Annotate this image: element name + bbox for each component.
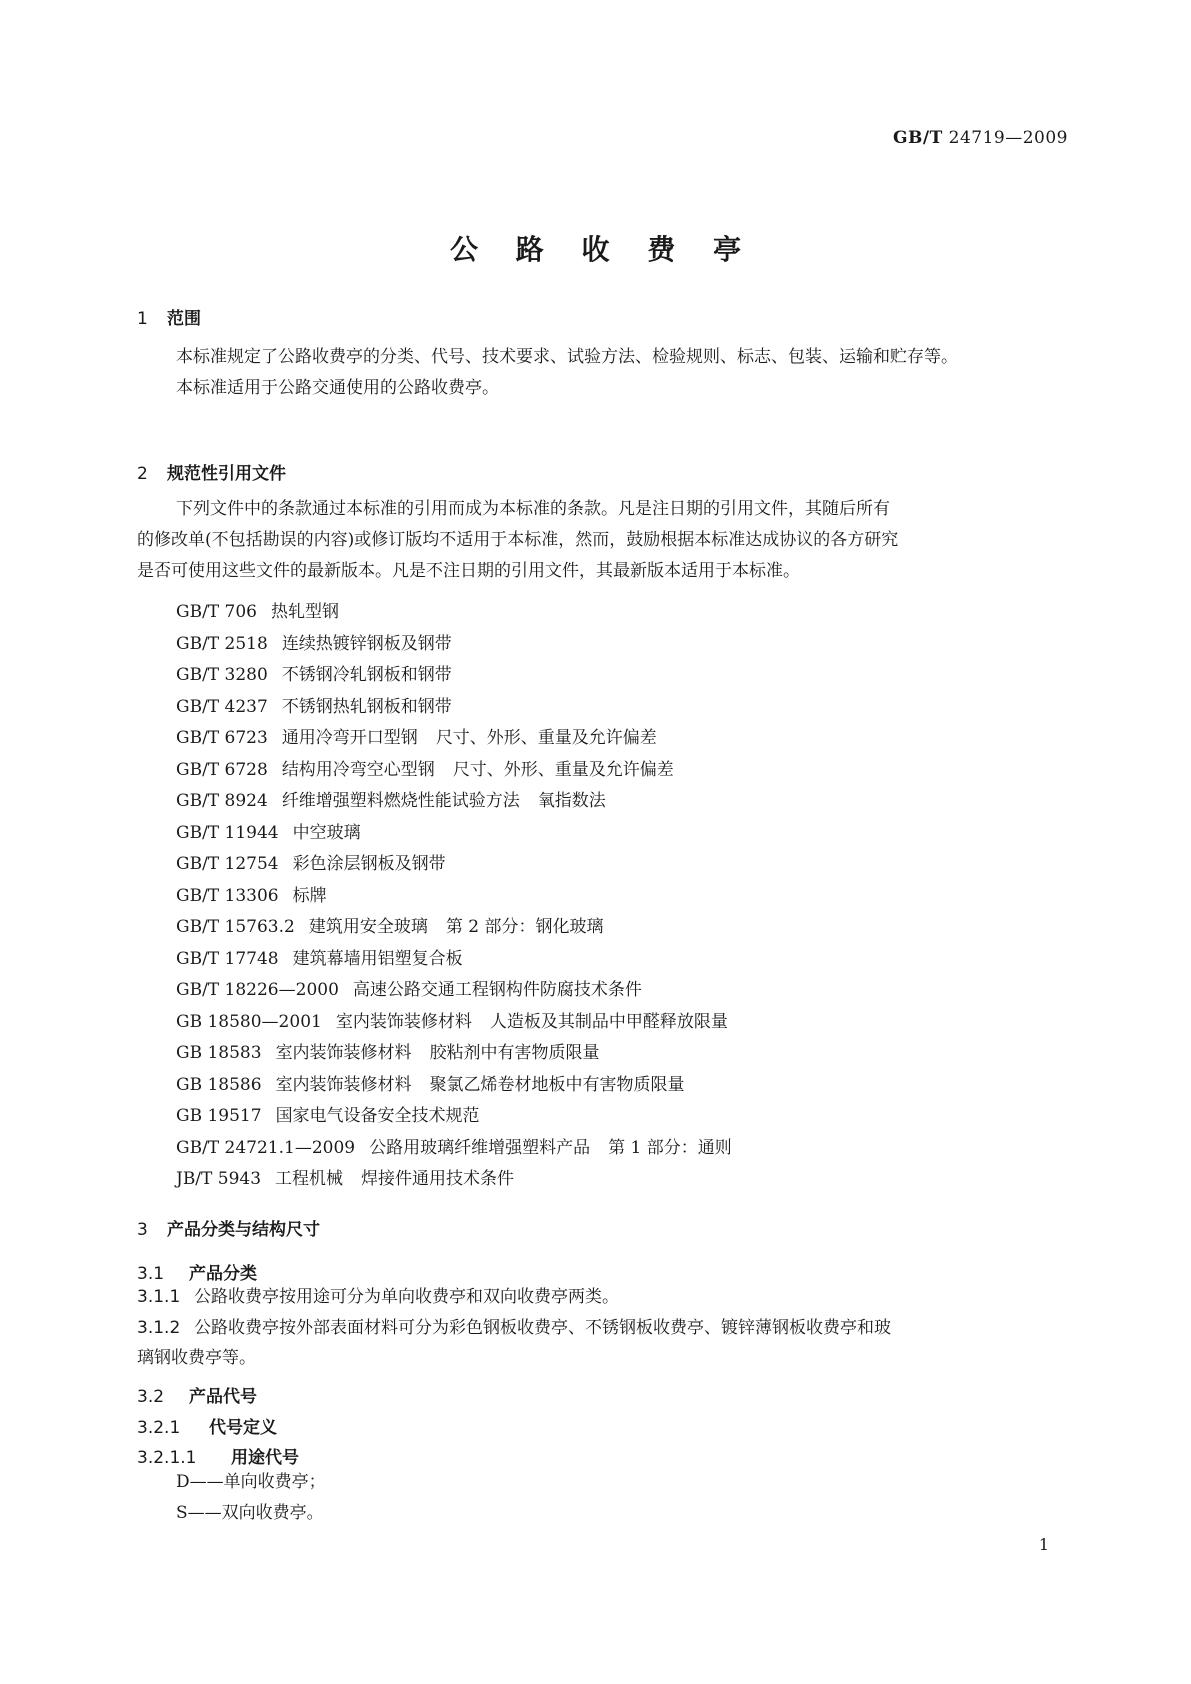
reference-title: 氧指数法 [537, 791, 606, 811]
section-1-paragraph-1: 本标准规定了公路收费亭的分类、代号、技术要求、试验方法、检验规则、标志、包装、运输和贮存等。 [176, 347, 958, 367]
clause-number: 3.1.2 [137, 1318, 181, 1338]
reference-item [176, 692, 732, 724]
reference-title: 公路用玻璃纤维增强塑料产品 [369, 1137, 591, 1158]
reference-code: GB/T 17748 [176, 948, 279, 969]
section-number: 3 [137, 1220, 148, 1240]
reference-code: GB/T 8924 [176, 791, 268, 811]
clause-3-1-1 [137, 1282, 619, 1313]
reference-title: 人造板及其制品中甲醛释放限量 [489, 1011, 728, 1032]
section-2-intro-line-3: 是否可使用这些文件的最新版本。凡是不注日期的引用文件，其最新版本适用于本标准。 [137, 561, 800, 581]
reference-title: 结构用冷弯空心型钢 [281, 759, 435, 780]
reference-title: 通用冷弯开口型钢 [281, 728, 418, 748]
reference-item [176, 723, 732, 755]
reference-title: 标牌 [292, 885, 327, 906]
reference-code: GB/T 13306 [176, 885, 279, 906]
section-number: 1 [137, 309, 148, 329]
section-3-2-1-heading [137, 1413, 277, 1438]
reference-title: 尺寸、外形、重量及允许偏差 [452, 759, 674, 780]
reference-code: GB 18583 [176, 1043, 262, 1063]
section-title: 产品分类 [189, 1264, 257, 1284]
section-title: 产品分类与结构尺寸 [167, 1220, 320, 1240]
reference-item [176, 912, 732, 944]
reference-code: GB/T 15763.2 [176, 917, 295, 937]
standard-code-number: 24719—2009 [942, 128, 1068, 148]
reference-title: 高速公路交通工程钢构件防腐技术条件 [352, 980, 642, 1000]
reference-item [176, 1164, 732, 1196]
section-title: 代号定义 [209, 1418, 277, 1438]
standard-code [893, 128, 1068, 148]
reference-code: GB/T 12754 [176, 854, 279, 874]
section-3-heading [137, 1215, 320, 1240]
reference-item [176, 881, 732, 913]
section-2-intro-line-1: 下列文件中的条款通过本标准的引用而成为本标准的条款。凡是注日期的引用文件，其随后所有 [176, 499, 890, 519]
code-item-s: S——双向收费亭。 [176, 1503, 324, 1523]
reference-item [176, 660, 732, 692]
reference-item [176, 786, 732, 818]
reference-code: GB/T 3280 [176, 665, 268, 685]
reference-code: JB/T 5943 [176, 1169, 262, 1189]
section-2-intro-line-2: 的修改单(不包括勘误的内容)或修订版均不适用于本标准，然而，鼓励根据本标准达成协议的各方研究 [137, 530, 899, 550]
reference-item [176, 1133, 732, 1165]
clause-3-1-2-line-2: 璃钢收费亭等。 [137, 1348, 256, 1368]
section-1-paragraph-2: 本标准适用于公路交通使用的公路收费亭。 [176, 378, 499, 398]
reference-title: 尺寸、外形、重量及允许偏差 [435, 728, 657, 748]
reference-title: 胶粘剂中有害物质限量 [429, 1043, 600, 1063]
reference-title: 工程机械 [275, 1169, 344, 1189]
reference-item [176, 849, 732, 881]
reference-item [176, 1038, 732, 1070]
section-3-1-heading [137, 1259, 257, 1284]
reference-title: 室内装饰装修材料 [335, 1011, 472, 1032]
section-number: 3.2 [137, 1387, 165, 1407]
standard-code-prefix: GB/T [893, 128, 943, 148]
reference-code: GB 19517 [176, 1106, 262, 1126]
reference-item [176, 944, 732, 976]
clause-number: 3.1.1 [137, 1287, 181, 1307]
reference-code: GB/T 6723 [176, 728, 268, 748]
normative-references-list [176, 597, 732, 1196]
reference-item [176, 975, 732, 1007]
section-title: 用途代号 [231, 1448, 299, 1468]
document-title: 公 路 收 费 亭 [450, 233, 755, 266]
section-title: 规范性引用文件 [167, 464, 286, 484]
reference-item [176, 818, 732, 850]
reference-code: GB/T 6728 [176, 759, 268, 780]
reference-title: 焊接件通用技术条件 [361, 1169, 515, 1189]
reference-title: 纤维增强塑料燃烧性能试验方法 [281, 791, 520, 811]
reference-title: 中空玻璃 [292, 822, 361, 843]
reference-title: 彩色涂层钢板及钢带 [292, 854, 446, 874]
reference-item [176, 629, 732, 661]
reference-title: 连续热镀锌钢板及钢带 [281, 633, 452, 654]
reference-title: 不锈钢冷轧钢板和钢带 [281, 665, 452, 685]
page-number: 1 [1038, 1535, 1049, 1554]
reference-title: 不锈钢热轧钢板和钢带 [281, 696, 452, 717]
section-1-heading [137, 304, 201, 329]
reference-title: 室内装饰装修材料 [275, 1043, 412, 1063]
reference-code: GB/T 18226—2000 [176, 980, 339, 1000]
reference-item [176, 1007, 732, 1039]
reference-title: 聚氯乙烯卷材地板中有害物质限量 [429, 1074, 685, 1095]
section-number: 3.1 [137, 1264, 165, 1284]
reference-code: GB/T 706 [176, 602, 257, 622]
reference-item [176, 755, 732, 787]
reference-title: 建筑用安全玻璃 [308, 917, 428, 937]
reference-code: GB 18586 [176, 1074, 262, 1095]
section-3-2-heading [137, 1382, 257, 1407]
reference-title: 热轧型钢 [271, 602, 339, 622]
reference-item [176, 1070, 732, 1102]
reference-title: 第 2 部分：钢化玻璃 [445, 917, 604, 937]
section-2-heading [137, 459, 286, 484]
reference-title: 第 1 部分：通则 [608, 1137, 732, 1158]
reference-title: 建筑幕墙用铝塑复合板 [292, 948, 463, 969]
clause-3-1-2-line-1 [137, 1313, 891, 1344]
reference-title: 国家电气设备安全技术规范 [275, 1106, 480, 1126]
section-title: 范围 [167, 309, 201, 329]
section-number: 2 [137, 464, 148, 484]
reference-item [176, 1101, 732, 1133]
section-3-2-1-1-heading [137, 1443, 299, 1468]
clause-text: 公路收费亭按外部表面材料可分为彩色钢板收费亭、不锈钢板收费亭、镀锌薄钢板收费亭和玻 [194, 1318, 891, 1338]
clause-text: 公路收费亭按用途可分为单向收费亭和双向收费亭两类。 [194, 1287, 619, 1307]
reference-item [176, 597, 732, 629]
section-number: 3.2.1.1 [137, 1448, 197, 1468]
section-number: 3.2.1 [137, 1418, 181, 1438]
reference-code: GB/T 11944 [176, 822, 279, 843]
reference-code: GB/T 24721.1—2009 [176, 1137, 356, 1158]
section-title: 产品代号 [189, 1387, 257, 1407]
reference-title: 室内装饰装修材料 [275, 1074, 412, 1095]
code-item-d: D——单向收费亭； [176, 1472, 326, 1492]
reference-code: GB/T 4237 [176, 696, 268, 717]
reference-code: GB/T 2518 [176, 633, 268, 654]
reference-code: GB 18580—2001 [176, 1011, 322, 1032]
